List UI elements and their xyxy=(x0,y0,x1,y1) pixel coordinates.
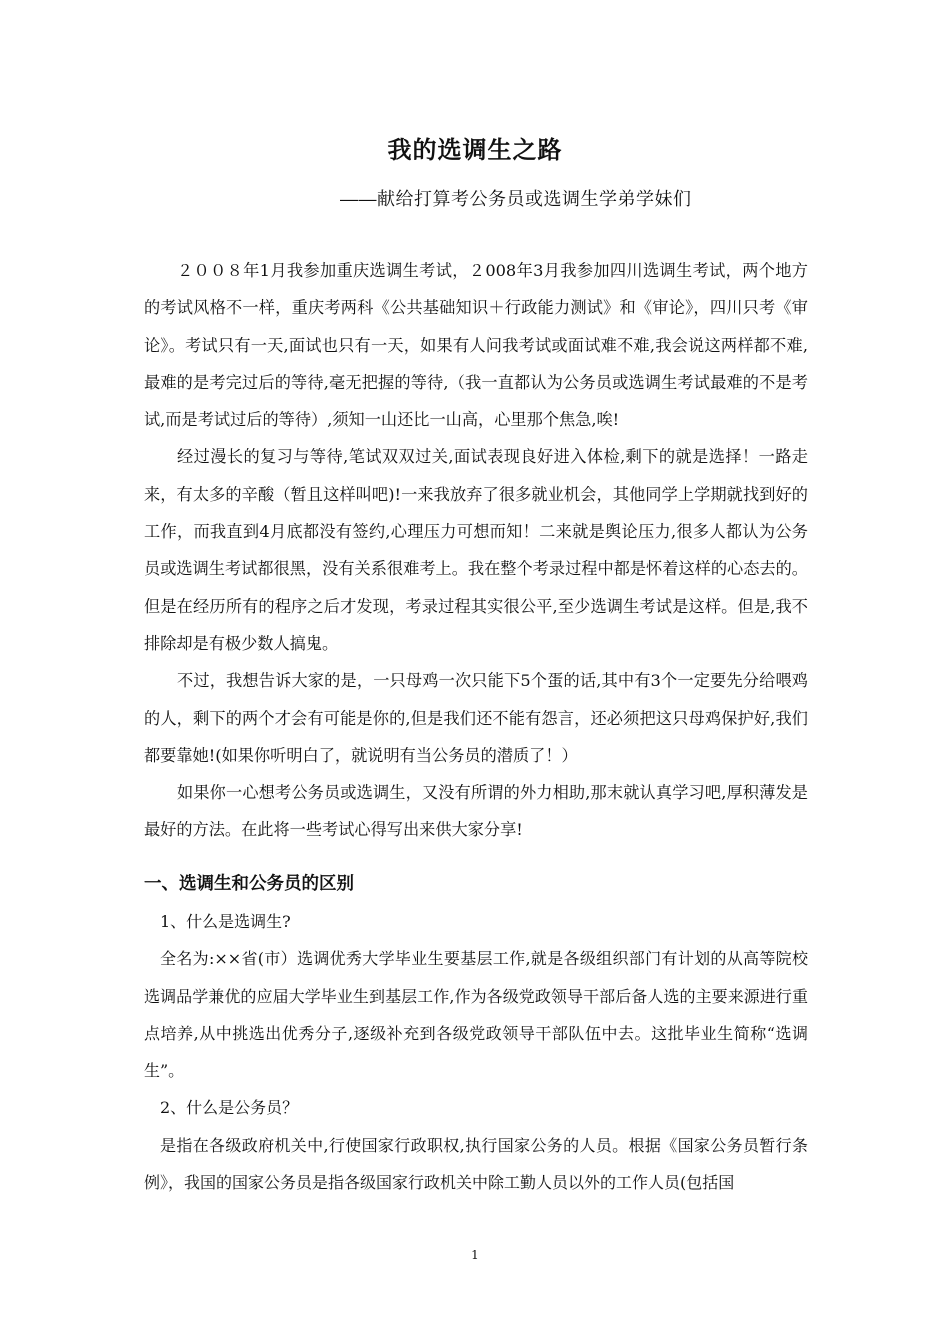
document-subtitle: ――献给打算考公务员或选调生学弟学妹们 xyxy=(340,189,692,210)
question-1: 1、什么是选调生? xyxy=(160,912,291,931)
paragraph-1: ２００８年1月我参加重庆选调生考试，２008年3月我参加四川选调生考试，两个地方的考试风格不一样，重庆考两科《公共基础知识＋行政能力测试》和《审论》，四川只考《审论》。考试只有一天,面试也只有一天，如果有人问我考试或面试难不难,我会说这两样都不难,最难的是考完过后的等待,毫无把握的等待,（我一直都认为公务员或选调生考试最难的不是考试,而是考试过后的等待）,须知一山还比一山高，心里那个焦急,唉! xyxy=(144,261,808,430)
question-2: 2、什么是公务员？ xyxy=(160,1098,299,1118)
answer-1: 全名为:××省(市）选调优秀大学毕业生要基层工作,就是各级组织部门有计划的从高等院校选调品学兼优的应届大学毕业生到基层工作,作为各级党政领导干部后备人选的主要来源进行重点培养,从中挑选出优秀分子,逐级补充到各级党政领导干部队伍中去。这批毕业生简称“选调生”。 xyxy=(144,949,808,1081)
paragraph-2: 经过漫长的复习与等待,笔试双双过关,面试表现良好进入体检,剩下的就是选择！一路走来，有太多的辛酸（暂且这样叫吧)!一来我放弃了很多就业机会，其他同学上学期就找到好的工作，而我直到4月底都没有签约,心理压力可想而知！二来就是舆论压力,很多人都认为公务员或选调生考试都很黑，没有关系很难考上。我在整个考录过程中都是怀着这样的心态去的。但是在经历所有的程序之后才发现，考录过程其实很公平,至少选调生考试是这样。但是,我不排除却是有极少数人搞鬼。 xyxy=(144,447,808,653)
document-title: 我的选调生之路 xyxy=(387,136,563,164)
paragraph-3: 不过，我想告诉大家的是，一只母鸡一次只能下5个蛋的话,其中有3个一定要先分给喂鸡的人，剩下的两个才会有可能是你的,但是我们还不能有怨言，还必须把这只母鸡保护好,我们都要靠她!(如果你听明白了，就说明有当公务员的潜质了！） xyxy=(144,671,808,765)
section-body xyxy=(144,903,808,1201)
page-number: 1 xyxy=(471,1248,479,1262)
section-heading: 一、选调生和公务员的区别 xyxy=(144,874,354,894)
answer-2: 是指在各级政府机关中,行使国家行政职权,执行国家公务的人员。根据《国家公务员暂行条例》，我国的国家公务员是指各级国家行政机关中除工勤人员以外的工作人员(包括国 xyxy=(144,1135,808,1193)
intro-body xyxy=(144,252,808,849)
paragraph-4: 如果你一心想考公务员或选调生，又没有所谓的外力相助,那末就认真学习吧,厚积薄发是最好的方法。在此将一些考试心得写出来供大家分享! xyxy=(144,783,808,840)
